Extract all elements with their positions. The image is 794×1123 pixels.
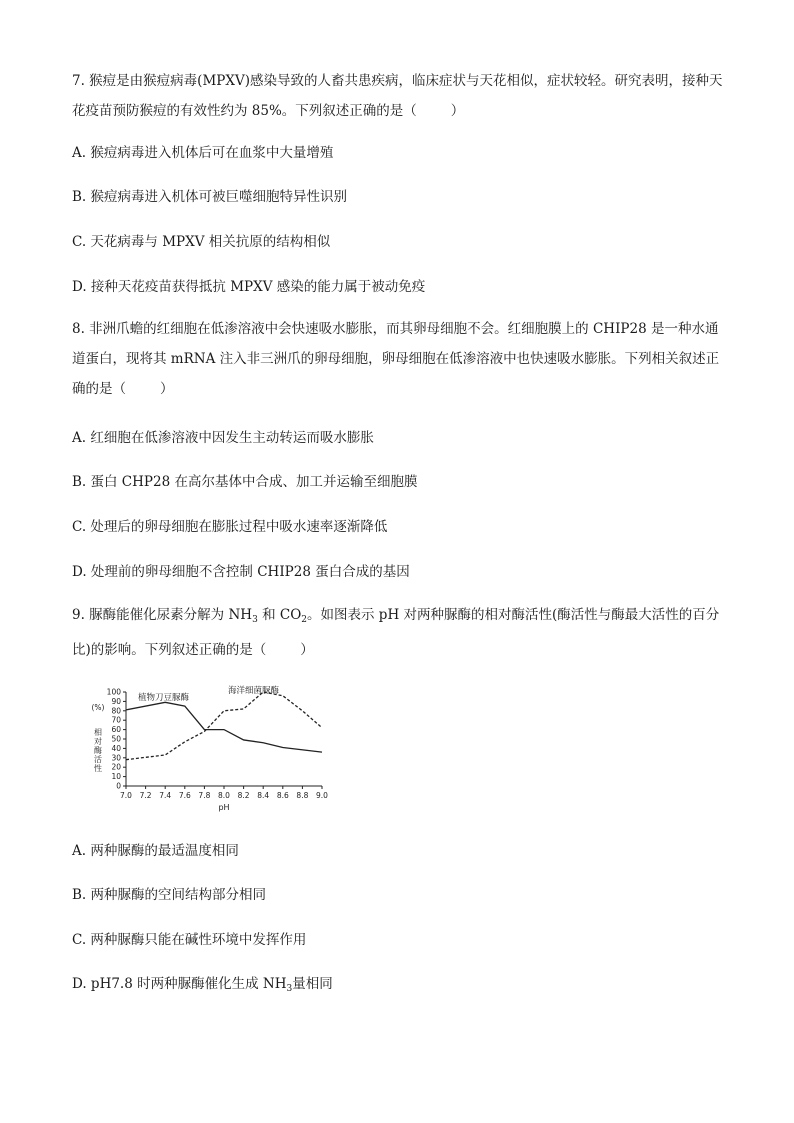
question-8-text: 8. 非洲爪蟾的红细胞在低渗溶液中会快速吸水膨胀，而其卵母细胞不会。红细胞膜上的 CHIP28 是一种水通道蛋白，现将其 mRNA 注入非三洲爪的卵母细胞，卵母细胞在低渗溶液中也快速吸水膨胀。下列相关叙述正确的是（ xyxy=(72,321,720,397)
series-label-2: 海洋细菌脲酶 xyxy=(228,686,280,696)
question-8-stem xyxy=(72,314,724,404)
question-9-paren-close: ） xyxy=(300,642,314,658)
question-7-option-d: D. 接种天花疫苗获得抵抗 MPXV 感染的能力属于被动免疫 xyxy=(72,279,426,295)
y-tick-label: 30 xyxy=(111,753,121,763)
question-8-option-b: B. 蛋白 CHP28 在高尔基体中合成、加工并运输至细胞膜 xyxy=(72,474,418,490)
x-tick-label: 8.6 xyxy=(276,791,289,800)
question-8-paren-close: ） xyxy=(160,381,174,397)
x-tick-label: 9.0 xyxy=(316,791,328,800)
x-tick-label: 7.8 xyxy=(198,791,211,800)
x-tick-label: 7.2 xyxy=(139,791,152,800)
question-9-option-b: B. 两种脲酶的空间结构部分相同 xyxy=(72,887,267,903)
y-tick-label: 60 xyxy=(111,725,121,735)
question-7-option-c: C. 天花病毒与 MPXV 相关抗原的结构相似 xyxy=(72,234,331,250)
question-7-stem xyxy=(72,66,724,126)
chart-svg xyxy=(80,680,340,820)
y-tick-label: 80 xyxy=(111,706,121,716)
subscript-3: 3 xyxy=(252,615,258,625)
question-9-text-b: 和 CO xyxy=(257,607,302,623)
y-axis-label: 相对酶活性 xyxy=(93,728,103,773)
x-tick-label: 7.0 xyxy=(120,791,132,800)
question-8-option-d: D. 处理前的卵母细胞不含控制 CHIP28 蛋白合成的基因 xyxy=(72,564,410,580)
question-9-option-d-text-a: D. pH7.8 时两种脲酶催化生成 NH xyxy=(72,976,287,992)
question-9-option-a: A. 两种脲酶的最适温度相同 xyxy=(72,843,239,859)
subscript-2: 2 xyxy=(301,615,308,625)
question-7-option-a: A. 猴痘病毒进入机体后可在血浆中大量增殖 xyxy=(72,145,334,161)
question-7-text: 7. 猴痘是由猴痘病毒(MPXV)感染导致的人畜共患疾病，临床症状与天花相似，症状较轻。研究表明，接种天花疫苗预防猴痘的有效性约为 85%。下列叙述正确的是（ xyxy=(72,73,723,119)
question-8-option-a: A. 红细胞在低渗溶液中因发生主动转运而吸水膨胀 xyxy=(72,430,374,446)
x-tick-label: 8.4 xyxy=(257,791,270,800)
y-tick-label: 100 xyxy=(106,687,121,697)
series-line-1 xyxy=(126,702,322,752)
y-tick-label: 50 xyxy=(111,734,121,744)
question-7-paren-close: ） xyxy=(450,103,465,119)
x-tick-label: 7.4 xyxy=(159,791,172,800)
series-label-1: 植物刀豆脲酶 xyxy=(138,693,190,703)
y-axis-unit: (%) xyxy=(91,703,105,712)
question-7-option-b: B. 猴痘病毒进入机体可被巨噬细胞特异性识别 xyxy=(72,189,348,205)
y-tick-label: 90 xyxy=(111,696,121,706)
y-tick-label: 0 xyxy=(116,781,121,791)
y-tick-label: 40 xyxy=(111,743,121,753)
y-tick-label: 10 xyxy=(111,772,121,782)
question-9-text-a: 9. 脲酶能催化尿素分解为 NH xyxy=(72,607,253,623)
subscript-3: 3 xyxy=(286,984,293,994)
x-tick-label: 8.0 xyxy=(218,791,230,800)
enzyme-activity-chart xyxy=(80,680,340,820)
question-8-option-c: C. 处理后的卵母细胞在膨胀过程中吸水速率逐渐降低 xyxy=(72,519,388,535)
x-tick-label: 8.8 xyxy=(296,791,309,800)
x-tick-label: 8.2 xyxy=(237,791,250,800)
x-tick-label: 7.6 xyxy=(178,791,191,800)
question-9-text-c: 。如图表示 pH 对两种脲酶的相对酶活性(酶活性与酶最大活性的百分比)的影响。下列叙述正确的是（ xyxy=(72,607,720,658)
y-tick-label: 20 xyxy=(111,762,121,772)
x-axis-label: pH xyxy=(218,803,230,812)
question-9-option-c: C. 两种脲酶只能在碱性环境中发挥作用 xyxy=(72,932,307,948)
question-9-stem xyxy=(72,600,724,665)
question-9-option-d-text-b: 量相同 xyxy=(292,976,333,992)
y-tick-label: 70 xyxy=(111,715,121,725)
question-9-option-d xyxy=(72,974,333,999)
